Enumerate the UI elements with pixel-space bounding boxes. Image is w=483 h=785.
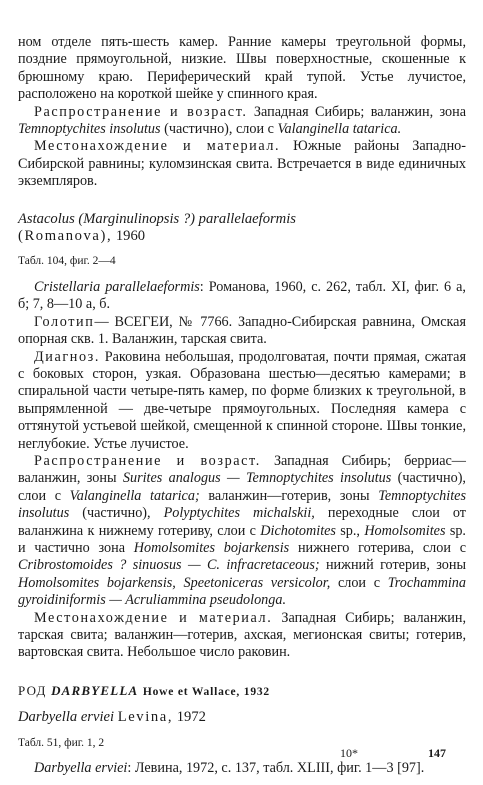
body-text: Западная Сибирь; берриас—валанжин, зоны: [18, 452, 466, 487]
paragraph-distribution-1: [18, 104, 466, 139]
body-text: нижний готерив, зоны: [319, 557, 467, 574]
species-name: Astacolus (Marginulinopsis ?) parallelaeformis: [18, 210, 296, 227]
taxon-name: Valanginella tatarica.: [277, 121, 402, 138]
paragraph-locality-1: [18, 138, 466, 190]
plate-reference-2: Табл. 51, фиг. 1, 2: [18, 736, 105, 749]
body-text: (частично), слои с: [18, 470, 466, 504]
genus-author: Howe et Wallace, 1932: [142, 685, 270, 698]
distribution-paragraph: [18, 453, 466, 610]
paragraph-description-end: ном отделе пять-шесть камер. Ранние камеры треугольной формы, поздние прямоугольной, низкие. Швы поверхностные, скошенные к брюшному краю. Периферический край тупой. Устье лучистое, расположено на короткой шейке у спинного края.: [18, 34, 466, 103]
taxon-name: Homolsomites bojarkensis, Speetoniceras versicolor,: [18, 574, 331, 591]
taxon-name: Homolsomites: [364, 522, 446, 539]
taxon-name: Cristellaria parallelaeformis: [34, 278, 200, 295]
section-heading: Голотип: [34, 313, 95, 330]
body-text: слои с: [330, 574, 388, 591]
species-title: [18, 211, 466, 228]
section-heading: Диагноз.: [34, 348, 101, 365]
species-year: 1960: [115, 228, 146, 245]
taxon-name: Temnoptychites insolutus: [18, 487, 466, 522]
section-heading: Распространение и возраст.: [34, 103, 248, 120]
taxon-name: Dichotomites: [260, 522, 336, 539]
holotype-paragraph: [18, 314, 466, 349]
taxon-name: Surites analogus — Temnoptychites insolutus: [122, 470, 392, 487]
taxon-name: Cribrostomoides ? sinuosus — C. infracretaceous;: [18, 557, 320, 574]
taxon-name: Trochammina gyroidiniformis — Acruliammina pseudolonga.: [18, 574, 466, 609]
body-text: : Романова, 1960, с. 262, табл. XI, фиг. 6 а, б; 7, 8—10 а, б.: [18, 278, 466, 313]
body-text: валанжин—готерив, зоны: [199, 487, 379, 504]
taxon-name: Valanginella tatarica;: [69, 487, 200, 504]
body-text: Южные районы Западно-Сибирской равнины; куломзинская свита. Встречается в виде единичных экземпляров.: [18, 138, 466, 190]
species-author: Levina,: [117, 709, 174, 726]
species-year: 1972: [176, 709, 206, 726]
synonymy-entry: [18, 279, 466, 314]
genus-name: DARBYELLA: [51, 682, 139, 698]
section-heading: Местонахождение и материал.: [34, 609, 273, 626]
species-authority: [18, 228, 466, 245]
species-name: Darbyella erviei: [18, 709, 115, 726]
genus-prefix: РОД: [18, 682, 47, 698]
body-text: : Левина, 1972, с. 137, табл. XLIII, фиг. 1—3 [97].: [127, 760, 425, 777]
page-footer: [0, 745, 483, 765]
page-number: 147: [428, 746, 446, 760]
body-text: — ВСЕГЕИ, № 7766. Западно-Сибирская равнина, Омская опорная скв. 1. Валанжин, тарская свита.: [18, 313, 466, 348]
body-text: Западная Сибирь; валанжин, тарская свита; валанжин—готерив, ахская, мегионская свиты; готерив, вартовская свита. Небольшое число раковин.: [18, 609, 466, 661]
genus-heading: [18, 682, 466, 701]
page-body: [18, 34, 466, 777]
body-text: sp.,: [335, 522, 365, 539]
plate-reference: Табл. 104, фиг. 2—4: [18, 255, 116, 268]
body-text: (частично),: [69, 505, 164, 522]
taxon-name: Darbyella erviei: [34, 760, 128, 777]
species-author: (Romanova),: [18, 228, 113, 245]
body-text: sp. и частично зона: [18, 522, 466, 556]
body-text: нижнего готерива, слои с: [289, 539, 466, 556]
body-text: переходные слои от валанжина к нижнему готериву, слои с: [18, 505, 466, 539]
taxon-name: Polyptychites michalskii,: [163, 505, 315, 522]
species-title-2: [18, 709, 466, 726]
body-text: Раковина небольшая, продолговатая, почти прямая, сжатая с боковых сторон, узкая. Образована шестью—десятью камерами; в спиральной части четыре-пять камер, по форме близких к треугольной, в выпрямленной — две-четыре прямоугольных. Последняя камера с оттянутой устьевой шейкой, смещенной к спинной стороне. Швы тонкие, неглубокие. Устье лучистое.: [18, 348, 466, 452]
body-text: (частично), слои с: [160, 121, 278, 138]
taxon-name: Homolsomites bojarkensis: [133, 539, 290, 556]
diagnosis-paragraph: [18, 349, 466, 453]
section-heading: Местонахождение и материал.: [34, 138, 281, 155]
signature-mark: 10*: [340, 746, 358, 760]
locality-paragraph: [18, 610, 466, 662]
section-heading: Распространение и возраст.: [34, 452, 261, 469]
body-text: Западная Сибирь; валанжин, зона: [247, 103, 466, 120]
taxon-name: Temnoptychites insolutus: [18, 121, 161, 138]
